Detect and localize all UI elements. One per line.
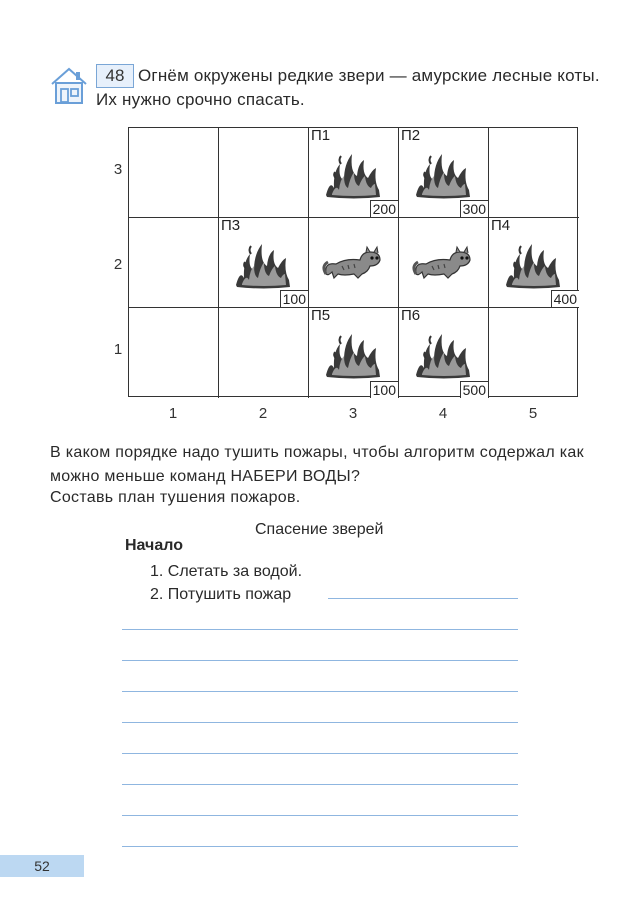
answer-line[interactable] <box>122 753 518 754</box>
fire-cost: 300 <box>460 200 488 217</box>
grid-cell-r3c4 <box>399 128 489 218</box>
grid-cell-r2c3 <box>309 218 399 308</box>
col-label-3: 3 <box>348 405 358 422</box>
fire-cost: 200 <box>370 200 398 217</box>
grid-cell-r1c2 <box>219 308 309 398</box>
col-label-2: 2 <box>258 405 268 422</box>
fire-icon <box>414 150 472 200</box>
row-label-3: 3 <box>113 161 123 178</box>
grid-cell-r1c5 <box>489 308 579 398</box>
fire-icon <box>324 150 382 200</box>
grid-cell-r1c4 <box>399 308 489 398</box>
task-instruction: Составь план тушения пожаров. <box>50 489 301 506</box>
page-number: 52 <box>0 855 84 877</box>
question-text: В каком порядке надо тушить пожары, чтобы алгоритм содержал как можно меньше команд НАБЕРИ ВОДЫ? <box>50 444 584 485</box>
fire-cost: 400 <box>551 290 579 307</box>
grid-cell-r1c1 <box>129 308 219 398</box>
algorithm-step-2: 2. Потушить пожар <box>150 586 292 603</box>
fire-cost: 500 <box>460 381 488 398</box>
answer-line[interactable] <box>122 722 518 723</box>
answer-line[interactable] <box>122 846 518 847</box>
home-icon <box>50 66 88 106</box>
task-number: 48 <box>96 64 134 88</box>
grid-cell-r3c5 <box>489 128 579 218</box>
row-label-2: 2 <box>113 256 123 273</box>
grid-cell-r1c3 <box>309 308 399 398</box>
grid-cell-r2c2 <box>219 218 309 308</box>
forest-cat-icon <box>322 244 384 282</box>
grid-cell-r2c5 <box>489 218 579 308</box>
fire-icon <box>324 330 382 380</box>
fire-icon <box>234 240 292 290</box>
grid-cell-r3c1 <box>129 128 219 218</box>
col-label-1: 1 <box>168 405 178 422</box>
fire-label: П2 <box>401 127 421 144</box>
answer-line[interactable] <box>122 660 518 661</box>
col-label-4: 4 <box>438 405 448 422</box>
fire-icon <box>414 330 472 380</box>
fire-cost: 100 <box>280 290 308 307</box>
answer-line[interactable] <box>122 691 518 692</box>
fire-label: П1 <box>311 127 331 144</box>
algorithm-step-1: 1. Слетать за водой. <box>150 563 303 580</box>
fire-label: П3 <box>221 217 241 234</box>
grid-cell-r2c1 <box>129 218 219 308</box>
answer-line[interactable] <box>122 815 518 816</box>
map-grid <box>128 127 578 397</box>
answer-line[interactable] <box>328 598 518 599</box>
fire-icon <box>504 240 562 290</box>
col-label-5: 5 <box>528 405 538 422</box>
grid-cell-r2c4 <box>399 218 489 308</box>
fire-label: П5 <box>311 307 331 324</box>
grid-cell-r3c3 <box>309 128 399 218</box>
fire-label: П4 <box>491 217 511 234</box>
answer-line[interactable] <box>122 784 518 785</box>
fire-cost: 100 <box>370 381 398 398</box>
fire-label: П6 <box>401 307 421 324</box>
answer-line[interactable] <box>122 629 518 630</box>
grid-cell-r3c2 <box>219 128 309 218</box>
task-intro: Огнём окружены редкие звери — амурские лесные коты. Их нужно срочно спасать. <box>96 66 600 109</box>
forest-cat-icon <box>412 244 474 282</box>
row-label-1: 1 <box>113 341 123 358</box>
algorithm-title: Спасение зверей <box>255 521 384 538</box>
algorithm-start: Начало <box>125 537 183 554</box>
